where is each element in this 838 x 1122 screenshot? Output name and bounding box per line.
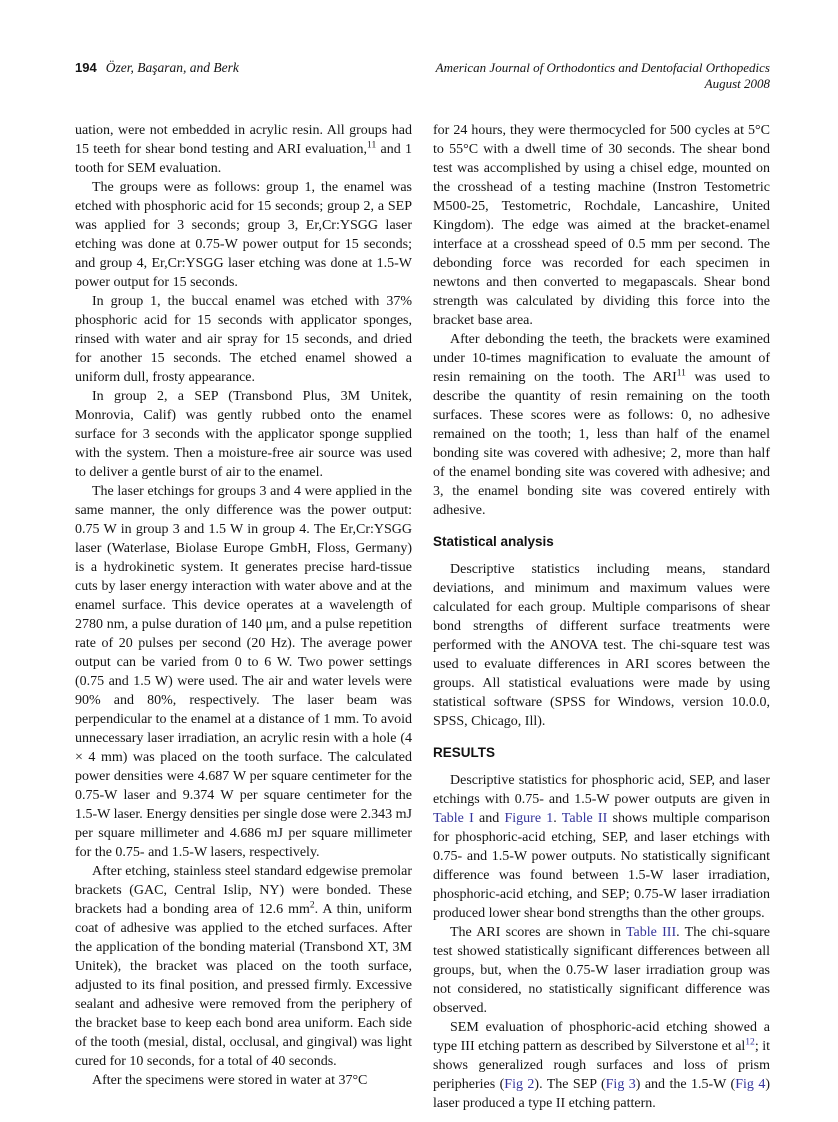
paragraph: In group 2, a SEP (Transbond Plus, 3M Unitek, Monrovia, Calif) was gently rubbed onto the enamel surface for 3 seconds with the applicator sponge supplied with the system. Then a moisture-free air source was used to deliver a gentle burst of air to the enamel. <box>75 389 412 480</box>
running-authors: Özer, Başaran, and Berk <box>105 60 239 75</box>
article-body <box>75 121 770 1113</box>
page-number: 194 <box>75 60 97 75</box>
paragraph: The ARI scores are shown in Table III. The chi-square test showed statistically significant differences between all groups, but, when the 0.75-W laser irradiation group was not considered, no statistically significant difference was observed. <box>433 925 770 1016</box>
paragraph: In group 1, the buccal enamel was etched with 37% phosphoric acid for 15 seconds with applicator sponges, rinsed with water and air spray for 15 seconds, and dried for another 15 seconds. The etched enamel showed a uniform dull, frosty appearance. <box>75 294 412 385</box>
running-head-right <box>436 60 770 92</box>
paragraph: Descriptive statistics including means, standard deviations, and minimum and maximum values were calculated for each group. Multiple comparisons of shear bond strengths of different surface treatments were performed with the ANOVA test. The chi-square test was used to evaluate differences in ARI scores between the groups. All statistical evaluations were made by using statistical software (SPSS for Windows, version 10.0.0, SPSS, Chicago, Ill). <box>433 562 770 729</box>
left-column <box>75 121 412 1113</box>
link-fig-2[interactable]: Fig 2 <box>504 1077 535 1092</box>
running-head <box>75 60 770 92</box>
link-fig-4[interactable]: Fig 4 <box>735 1077 766 1092</box>
paragraph: Descriptive statistics for phosphoric acid, SEP, and laser etchings with 0.75- and 1.5-W power outputs are given in Table I and Figure 1. Table II shows multiple comparison for phosphoric-acid etching, SEP, and laser etchings with 0.75- and 1.5-W power outputs. No statistically significant difference was found between 1.5-W laser irradiation, phosphoric-acid etching, and SEP; 0.75-W laser irradiation produced lower shear bond strengths than the other groups. <box>433 773 770 921</box>
link-table-iii[interactable]: Table III <box>625 925 677 940</box>
paragraph: After the specimens were stored in water at 37°C <box>92 1073 368 1088</box>
reference-superscript: 2 <box>309 900 315 911</box>
paragraph: for 24 hours, they were thermocycled for 500 cycles at 5°C to 55°C with a dwell time of 30 seconds. The shear bond test was accomplished by using a chisel edge, mounted on the crosshead of a testing machine (Instron Testometric M500-25, Testometric, Rochdale, Lancashire, United Kingdom). The edge was aimed at the bracket-enamel interface at a crosshead speed of 0.5 mm per second. The debonding force was recorded for each specimen in newtons and then converted to megapascals. Shear bond strength was calculated by dividing this force into the bracket base area. <box>433 123 770 328</box>
paragraph: The groups were as follows: group 1, the enamel was etched with phosphoric acid for 15 seconds; group 2, a SEP was applied for 3 seconds; group 3, Er,Cr:YSGG laser etching was done at 0.75-W power output for 15 seconds; and group 4, Er,Cr:YSGG laser etching was done at 1.5-W power output for 15 seconds. <box>75 180 412 290</box>
right-column <box>433 121 770 1113</box>
link-table-ii[interactable]: Table II <box>561 811 608 826</box>
journal-title: American Journal of Orthodontics and Dentofacial Orthopedics <box>435 60 770 75</box>
section-heading-results: RESULTS <box>433 745 496 760</box>
link-fig-3[interactable]: Fig 3 <box>605 1077 636 1092</box>
issue-date: August 2008 <box>704 76 770 91</box>
running-head-left <box>75 60 239 76</box>
section-heading-statistical-analysis: Statistical analysis <box>433 534 554 549</box>
paragraph: The laser etchings for groups 3 and 4 were applied in the same manner, the only difference was the power output: 0.75 W in group 3 and 1.5 W in group 4. The Er,Cr:YSGG laser (Waterlase, Biolase Europe GmbH, Floss, Germany) is a hydrokinetic system. It generates precise hard-tissue cuts by laser energy interaction with water above and at the enamel surface. This device operates at a wavelength of 2780 nm, a pulse duration of 140 μm, and a pulse repetition rate of 20 pulses per second (20 Hz). The average power output can be varied from 0 to 6 W. Two power settings (0.75 and 1.5 W) were used. The air and water levels were 90% and 80%, respectively. The laser beam was perpendicular to the enamel at a distance of 1 mm. To avoid unnecessary laser irradiation, an acrylic resin with a hole (4 × 4 mm) was placed on the tooth surface. The calculated power densities were 4.687 W per square centimeter for the 0.75-W laser and 9.374 W per square centimeter for the 1.5-W laser. Energy densities per single dose were 2.343 mJ per square millimeter and 4.686 mJ per square millimeter for the 0.75- and 1.5-W lasers, respectively. <box>75 484 412 860</box>
paragraph: uation, were not embedded in acrylic resin. All groups had 15 teeth for shear bond testing and ARI evaluation,$^{11}$ and 1 tooth for SEM evaluation. <box>75 123 413 176</box>
reference-superscript: 11 <box>367 140 377 151</box>
paragraph: After etching, stainless steel standard edgewise premolar brackets (GAC, Central Islip, NY) were bonded. These brackets had a bonding area of 12.6 $mm^2$. A thin, uniform coat of adhesive was applied to the etched surfaces. After the application of the bonding material (Transbond XT, 3M Unitek), the bracket was placed on the tooth surface, adjusted to its final position, and pressed firmly. Excessive sealant and adhesive were removed from the periphery of the bracket base to keep each bond area uniform. Each side of the tooth (mesial, distal, occlusal, and gingival) was light cured for 10 seconds, for a total of 40 seconds. <box>75 864 412 1069</box>
link-reference-12[interactable]: 12 <box>745 1037 755 1048</box>
link-table-i[interactable]: Table I <box>433 811 474 826</box>
paragraph: After debonding the teeth, the brackets were examined under 10-times magnification to evaluate the amount of resin remaining on the tooth. The ARI$^{11}$ was used to describe the quantity of resin remaining on the tooth surfaces. These scores were as follows: 0, no adhesive remained on the tooth; 1, less than half of the enamel bonding site was covered with adhesive; 2, more than half of the enamel bonding site was covered with adhesive; and 3, the enamel bonding site was covered entirely with adhesive. <box>433 332 770 518</box>
paragraph: SEM evaluation of phosphoric-acid etching showed a type III etching pattern as described by Silverstone et $al^{12}$; it shows generalized rough surfaces and loss of prism peripheries (Fig 2). The SEP (Fig 3) and the 1.5-W (Fig 4) laser produced a type II etching pattern. <box>433 1020 771 1111</box>
reference-superscript: 11 <box>676 368 686 379</box>
link-figure-1[interactable]: Figure 1 <box>504 811 554 826</box>
